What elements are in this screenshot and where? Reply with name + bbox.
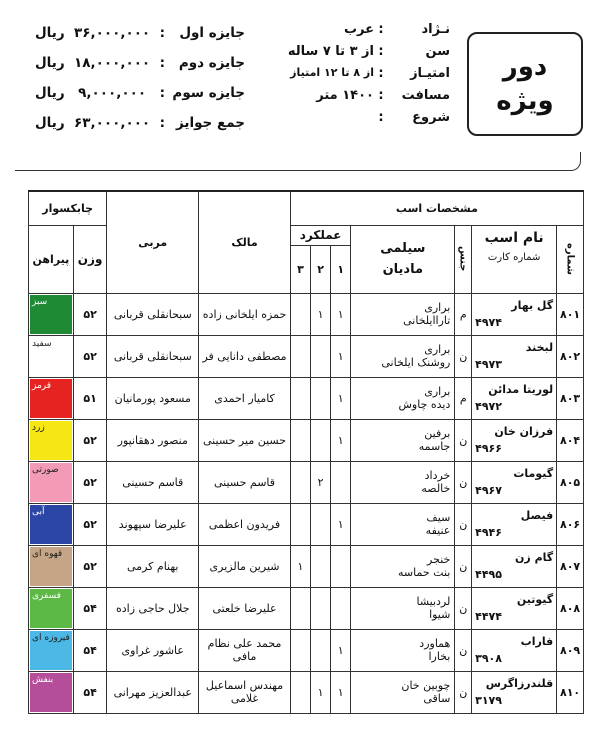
silk-header: پیراهن — [29, 225, 74, 293]
silk-cell — [29, 335, 74, 377]
distance-row: مسافت : ۱۴۰۰ متر — [255, 88, 450, 110]
horse-name: گل بهار — [511, 299, 554, 312]
silk-swatch: قرمز — [30, 379, 72, 418]
perf-1: ۱ — [331, 335, 351, 377]
horse-name-title: نام اسب — [484, 229, 544, 246]
prize-row: جایزه اول : ۳۶,۰۰۰,۰۰۰ ریال — [15, 22, 245, 52]
card-number: ۴۹۶۷ — [475, 484, 502, 497]
perf-1: ۱ — [331, 419, 351, 461]
performance-header: عملکرد — [290, 225, 350, 245]
perf-2 — [311, 335, 331, 377]
card-number-title: شماره کارت — [487, 251, 541, 263]
age-row: سن : از ۳ تا ۷ ساله — [255, 44, 450, 66]
perf-3: ۱ — [290, 545, 310, 587]
rating-label: امتیـاز — [410, 66, 450, 81]
owner: کامیار احمدی — [199, 377, 291, 419]
perf-2: ۱ — [311, 671, 331, 713]
prize-value: ۹,۰۰۰,۰۰۰ — [78, 85, 147, 101]
horse-number: ۸۰۷ — [557, 545, 584, 587]
dam: بنت حماسه — [398, 566, 451, 579]
owner: شیرین مالزیری — [199, 545, 291, 587]
owner: حمزه ایلخانی زاده — [199, 293, 291, 335]
silk-cell — [29, 377, 74, 419]
horse-name: فاراب — [520, 635, 554, 648]
rating-row: امتیـاز : از ۸ تا ۱۲ امتیاز — [255, 66, 450, 88]
perf-2: ۲ — [311, 461, 331, 503]
silk-cell — [29, 671, 74, 713]
silk-cell — [29, 293, 74, 335]
perf-3 — [290, 671, 310, 713]
perf-3 — [290, 629, 310, 671]
owner: فریدون اعظمی — [199, 503, 291, 545]
sire: براری — [424, 385, 451, 398]
pedigree-cell — [351, 461, 455, 503]
owner: حسین میر حسینی — [199, 419, 291, 461]
dam: دیده چاوش — [398, 398, 451, 411]
prize-value: ۱۸,۰۰۰,۰۰۰ — [74, 55, 151, 71]
race-type-line2: ویژه — [496, 86, 554, 116]
perf-3 — [290, 419, 310, 461]
horse-name: گیومات — [513, 467, 554, 480]
pedigree-cell — [351, 545, 455, 587]
number-header: شماره — [557, 225, 584, 293]
prize-value: ۳۶,۰۰۰,۰۰۰ — [74, 25, 151, 41]
table-row — [29, 587, 584, 629]
sex-header: جنس — [455, 225, 472, 293]
prizes — [15, 22, 245, 142]
card-number: ۴۹۶۶ — [475, 442, 502, 455]
trainer: عبدالعزیز مهرانی — [107, 671, 199, 713]
perf-1: ۱ — [331, 629, 351, 671]
perf-1: ۱ — [331, 377, 351, 419]
age-label: سن — [425, 44, 450, 59]
sire: لردبیشا — [416, 595, 451, 608]
card-number: ۴۴۹۵ — [475, 568, 502, 581]
jockey-weight: ۵۴ — [73, 629, 107, 671]
distance-label: مسافت — [401, 88, 450, 103]
perf-1: ۱ — [331, 293, 351, 335]
horse-name: گام زن — [515, 551, 554, 564]
horse-name-cell — [472, 587, 557, 629]
horse-name: لوریتا مدائن — [488, 383, 554, 396]
perf-1 — [331, 461, 351, 503]
silk-cell — [29, 461, 74, 503]
sire: براری — [424, 343, 451, 356]
horse-name: قلندرزاگرس — [485, 677, 554, 690]
card-number: ۴۹۷۳ — [475, 358, 502, 371]
silk-swatch: بنفش — [30, 673, 72, 712]
horse-sex: ن — [455, 629, 472, 671]
breed-value: عرب — [343, 22, 374, 37]
perf-3 — [290, 503, 310, 545]
horse-name-cell — [472, 671, 557, 713]
horse-name-cell — [472, 629, 557, 671]
rating-value: از ۸ تا ۱۲ امتیاز — [290, 66, 374, 79]
silk-cell — [29, 419, 74, 461]
perf-1: ۱ — [331, 671, 351, 713]
dam: ساقی — [423, 692, 451, 705]
table-group-header — [29, 191, 584, 225]
silk-swatch: سبز — [30, 295, 72, 334]
card-number: ۴۹۴۶ — [475, 526, 502, 539]
horse-number: ۸۱۰ — [557, 671, 584, 713]
prize-row: جایزه دوم : ۱۸,۰۰۰,۰۰۰ ریال — [15, 52, 245, 82]
distance-value: ۱۴۰۰ متر — [316, 88, 374, 103]
dam: بخارا — [428, 650, 451, 663]
perf-2 — [311, 377, 331, 419]
perf-3 — [290, 335, 310, 377]
prize-unit: ریال — [34, 25, 65, 41]
sire: سیف — [426, 511, 451, 524]
dam: روشنک ایلخانی — [381, 356, 451, 369]
horse-name-cell — [472, 335, 557, 377]
card-number: ۳۹۰۸ — [475, 652, 502, 665]
horse-sex: ن — [455, 545, 472, 587]
perf-2 — [311, 629, 331, 671]
trainer: قاسم حسینی — [107, 461, 199, 503]
perf-2-header: ۲ — [311, 245, 331, 293]
prize-row: جایزه سوم : ۹,۰۰۰,۰۰۰ ریال — [15, 82, 245, 112]
dam: شیوا — [429, 608, 451, 621]
trainer-header: مربی — [107, 191, 199, 293]
trainer: سبحانقلی قربانی — [107, 293, 199, 335]
dam: خالصه — [421, 482, 451, 495]
table-row — [29, 377, 584, 419]
silk-swatch: صورتی — [30, 463, 72, 502]
table-row — [29, 503, 584, 545]
pedigree-cell — [351, 293, 455, 335]
horse-name-header — [472, 225, 557, 293]
silk-cell — [29, 587, 74, 629]
dam: عنیفه — [425, 524, 451, 537]
perf-1 — [331, 587, 351, 629]
sire-header: سیلمی — [380, 241, 426, 256]
dam-header: مادیان — [382, 262, 424, 277]
horse-name: گیوتین — [516, 593, 554, 606]
silk-swatch: فسفری — [30, 589, 72, 628]
start-row: شروع : — [255, 110, 450, 132]
perf-2 — [311, 587, 331, 629]
horse-number: ۸۰۱ — [557, 293, 584, 335]
silk-swatch: قهوه ای — [30, 547, 72, 586]
table-row — [29, 671, 584, 713]
jockey-header: چابکسوار — [29, 191, 107, 225]
trainer: علیرضا سپهوند — [107, 503, 199, 545]
prize-total-unit: ریال — [34, 115, 65, 131]
trainer: عاشور غراوی — [107, 629, 199, 671]
perf-3 — [290, 293, 310, 335]
pedigree-cell — [351, 377, 455, 419]
horse-sex: ن — [455, 671, 472, 713]
horse-name-cell — [472, 419, 557, 461]
jockey-weight: ۵۲ — [73, 293, 107, 335]
prize-total-row: جمع جوایز : ۶۳,۰۰۰,۰۰۰ ریال — [15, 112, 245, 142]
dam: تاراایلخانی — [403, 314, 451, 327]
perf-1: ۱ — [331, 503, 351, 545]
horse-sex: ن — [455, 587, 472, 629]
pedigree-cell — [351, 335, 455, 377]
horse-sex: م — [455, 377, 472, 419]
prize-total-label: جمع جوایز — [176, 115, 245, 131]
jockey-weight: ۵۱ — [73, 377, 107, 419]
owner: علیرضا خلعتی — [199, 587, 291, 629]
pedigree-cell — [351, 629, 455, 671]
prize-unit: ریال — [34, 55, 65, 71]
silk-swatch: آبی — [30, 505, 72, 544]
jockey-weight: ۵۴ — [73, 587, 107, 629]
horse-name-cell — [472, 377, 557, 419]
horse-sex: ن — [455, 419, 472, 461]
silk-cell — [29, 545, 74, 587]
horse-specs-header: مشخصات اسب — [290, 191, 583, 225]
header-divider — [15, 152, 581, 171]
table-row — [29, 335, 584, 377]
horse-sex: م — [455, 293, 472, 335]
perf-3 — [290, 377, 310, 419]
race-type-line1: دور — [502, 52, 548, 82]
pedigree-cell — [351, 587, 455, 629]
horse-name-cell — [472, 545, 557, 587]
perf-3 — [290, 461, 310, 503]
table-row — [29, 545, 584, 587]
jockey-weight: ۵۲ — [73, 545, 107, 587]
horse-number: ۸۰۵ — [557, 461, 584, 503]
horse-sex: ن — [455, 461, 472, 503]
sire: خرداد — [424, 469, 451, 482]
horse-name-cell — [472, 293, 557, 335]
pedigree-header — [351, 225, 455, 293]
card-number: ۳۱۷۹ — [475, 694, 502, 707]
trainer: جلال حاجی زاده — [107, 587, 199, 629]
perf-1 — [331, 545, 351, 587]
start-label: شروع — [412, 110, 450, 125]
horse-rows — [29, 293, 584, 713]
pedigree-cell — [351, 419, 455, 461]
card-number: ۴۹۷۲ — [475, 400, 502, 413]
sire: خنجر — [427, 553, 451, 566]
prize-total-value: ۶۳,۰۰۰,۰۰۰ — [74, 115, 151, 131]
horse-sex: ن — [455, 503, 472, 545]
trainer: مسعود پورمانیان — [107, 377, 199, 419]
jockey-weight: ۵۲ — [73, 503, 107, 545]
prize-label: جایزه دوم — [178, 55, 245, 71]
owner: مهندس اسماعیل غلامی — [199, 671, 291, 713]
silk-cell — [29, 503, 74, 545]
horse-name: لبخند — [525, 341, 554, 354]
sire: هماورد — [419, 637, 451, 650]
sire: چوبین خان — [401, 679, 451, 692]
horse-number: ۸۰۶ — [557, 503, 584, 545]
pedigree-cell — [351, 671, 455, 713]
jockey-weight: ۵۲ — [73, 419, 107, 461]
breed-row: نـژاد : عرب — [255, 22, 450, 44]
silk-swatch: سفید — [30, 337, 72, 376]
jockey-weight: ۵۴ — [73, 671, 107, 713]
perf-3 — [290, 587, 310, 629]
horse-name-cell — [472, 503, 557, 545]
owner: مصطفی دانایی فر — [199, 335, 291, 377]
table-row — [29, 461, 584, 503]
table-row — [29, 293, 584, 335]
race-type-box — [467, 32, 583, 136]
horse-name: فیصل — [520, 509, 554, 522]
silk-swatch: زرد — [30, 421, 72, 460]
owner-header: مالک — [199, 191, 291, 293]
card-number: ۴۴۷۴ — [475, 610, 502, 623]
trainer: بهنام کرمی — [107, 545, 199, 587]
owner: قاسم حسینی — [199, 461, 291, 503]
silk-cell — [29, 629, 74, 671]
sire: برفین — [424, 427, 451, 440]
horse-number: ۸۰۲ — [557, 335, 584, 377]
weight-header: وزن — [73, 225, 107, 293]
race-info — [255, 22, 450, 132]
table-row — [29, 629, 584, 671]
prize-unit: ریال — [34, 85, 65, 101]
age-value: از ۳ تا ۷ ساله — [287, 44, 374, 59]
pedigree-cell — [351, 503, 455, 545]
horses-table — [28, 190, 584, 714]
perf-1-header: ۱ — [331, 245, 351, 293]
silk-swatch: فیروزه ای — [30, 631, 72, 670]
perf-2 — [311, 419, 331, 461]
dam: جاسمه — [418, 440, 451, 453]
horse-number: ۸۰۹ — [557, 629, 584, 671]
table-row — [29, 419, 584, 461]
jockey-weight: ۵۲ — [73, 461, 107, 503]
horse-number: ۸۰۳ — [557, 377, 584, 419]
horse-number: ۸۰۸ — [557, 587, 584, 629]
race-header — [0, 0, 600, 170]
sire: براری — [424, 301, 451, 314]
jockey-weight: ۵۲ — [73, 335, 107, 377]
perf-3-header: ۳ — [290, 245, 310, 293]
owner: محمد علی نظام مافی — [199, 629, 291, 671]
horse-name-cell — [472, 461, 557, 503]
horse-name: فرزان خان — [494, 425, 554, 438]
horse-number: ۸۰۴ — [557, 419, 584, 461]
perf-2: ۱ — [311, 293, 331, 335]
prize-label: جایزه سوم — [172, 85, 245, 101]
horse-sex: ن — [455, 335, 472, 377]
perf-2 — [311, 503, 331, 545]
card-number: ۴۹۷۴ — [475, 316, 502, 329]
breed-label: نـژاد — [421, 22, 450, 37]
trainer: منصور دهقانپور — [107, 419, 199, 461]
perf-2 — [311, 545, 331, 587]
prize-label: جایزه اول — [179, 25, 245, 41]
trainer: سبحانقلی قربانی — [107, 335, 199, 377]
